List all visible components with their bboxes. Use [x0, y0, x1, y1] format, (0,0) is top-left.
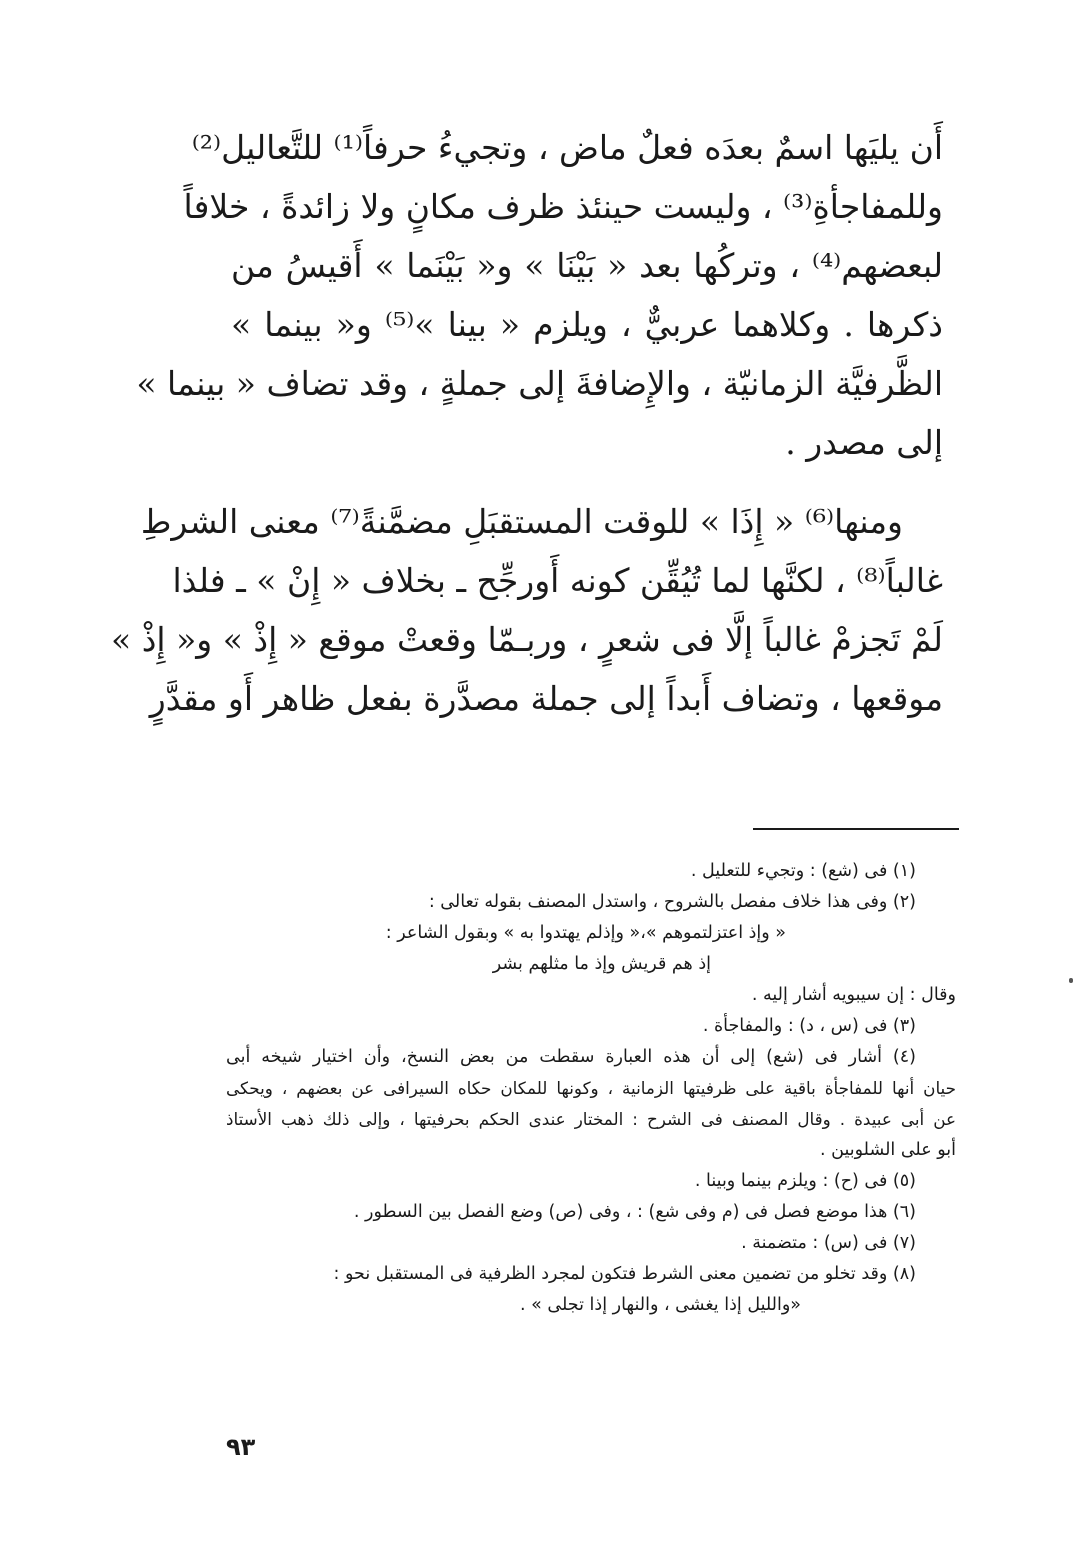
footnote-line: (١) فى (شع) : وتجيء للتعليل . [690, 861, 916, 881]
footnote-line: حيان أنها للمفاجأة باقية على ظرفيتها الزمانية ، وكونها للمكان حكاه السيرافى عن بعضهم ، ويحكى [226, 1078, 956, 1098]
footnote-line: عن أبى عبيدة . وقال المصنف فى الشرح : المختار عندى الحكم بحرفيتها ، وإلى ذلك ذهب الأستاذ [226, 1109, 956, 1129]
text-line: لبعضهم⁽⁴⁾ ، وتركُها بعد « بَيْنَا » و« بَيْنَما » أَقيسُ من [231, 246, 943, 285]
footnote-line: (٣) فى (س ، د) : والمفاجأة . [702, 1016, 916, 1036]
text-line: أَن يليَها اسمٌ بعدَه فعلٌ ماض ، وتجيءُ حرفاً⁽¹⁾ للتَّعاليل⁽²⁾ [191, 128, 943, 167]
main-text [111, 118, 944, 728]
footnote-line: (٧) فى (س) : متضمنة . [741, 1233, 916, 1253]
text-line: الظَّرفيَّة الزمانيّة ، والإِضافةَ إلى جملةٍ ، وقد تضاف « بينما » [136, 364, 943, 403]
footnote-verse: إذ هم قريش وإذ ما مثلهم بشر [492, 954, 711, 974]
page-number: ٩٣ [226, 1433, 256, 1461]
paragraph-gap [231, 472, 943, 492]
footnote-line: «والليل إذا يغشى ، والنهار إذا تجلى » . [520, 1295, 801, 1315]
text-line: غالباً⁽⁸⁾ ، لكنَّها لما تُيُقِّن كونه أَورجِّح ـ بخلاف « إِنْ » ـ فلذا [172, 561, 943, 600]
text-line: إلى مصدر . [785, 423, 943, 462]
footnote-line: (٦) هذا موضع فصل فى (م وفى شع) : ، وفى (ص) وضع الفصل بين السطور . [353, 1202, 916, 1222]
footnote-line: « وإذ اعتزلتموهم »،« وإذلم يهتدوا به » وبقول الشاعر : [385, 923, 786, 943]
text-line: وللمفاجأةِ⁽³⁾ ، وليست حينئذ ظرف مكانٍ ولا زائدةً ، خلافاً [183, 187, 943, 226]
scan-speck [1069, 978, 1073, 983]
text-line: ذكرها . وكلاهما عربيٌّ ، ويلزم « بينا »⁽⁵⁾ و« بينما » [231, 305, 944, 344]
text-line: ومنها⁽⁶⁾ « إِذَا » للوقت المستقبَلِ مضمَّنةً⁽⁷⁾ معنى الشرطِ [140, 502, 903, 541]
footnote-line: (٢) وفى هذا خلاف مفصل بالشروح ، واستدل المصنف بقوله تعالى : [428, 892, 916, 912]
text-line: لَمْ تَجزمْ غالباً إلَّا فى شعرٍ ، وربـمّا وقعتْ موقع « إِذْ » و« إِذْ » [111, 620, 943, 659]
footnote-separator [753, 828, 959, 830]
footnote-line: (٤) أشار فى (شع) إلى أن هذه العبارة سقطت من بعض النسخ، وأن اختيار شيخه أبى [226, 1047, 916, 1067]
footnote-line: (٨) وقد تخلو من تضمين معنى الشرط فتكون لمجرد الظرفية فى المستقبل نحو : [333, 1264, 916, 1284]
footnotes [226, 856, 956, 1321]
footnote-line: (٥) فى (ح) : ويلزم بينما وبينا . [694, 1171, 916, 1191]
text-line: موقعها ، وتضاف أَبداً إلى جملة مصدَّرة بفعل ظاهر أَو مقدَّرٍ [149, 679, 943, 718]
footnote-line: أبو على الشلوبين . [820, 1140, 956, 1160]
footnote-line: وقال : إن سيبويه أشار إليه . [751, 985, 956, 1005]
